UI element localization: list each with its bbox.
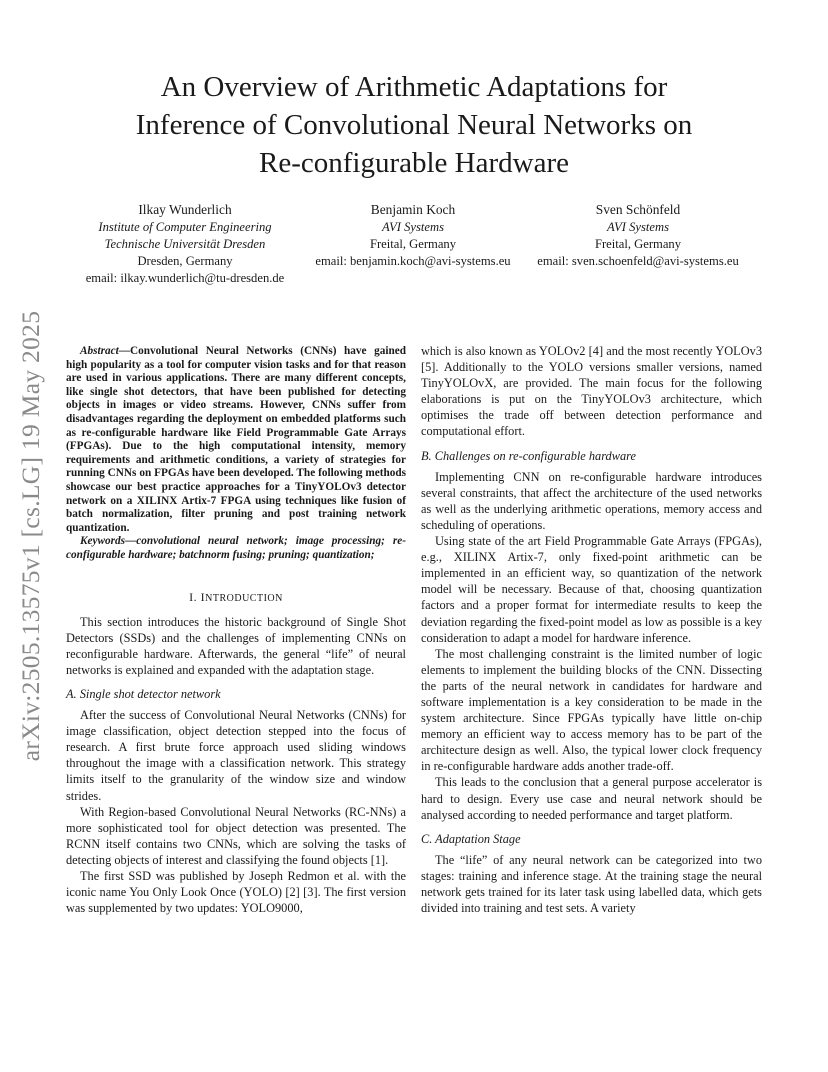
paragraph: Using state of the art Field Programmable Gate Arrays (FPGAs), e.g., XILINX Artix-7, only fixed-point arithmetic can be implemented in an efficient way, so quantization of the network model will be necessary. Because of that, choosing quantization factors and a proper format for intermediate results to keep the deviation regarding the fixed-point model as low as possible is a key consideration to adapt a model for hardware inference. (421, 534, 762, 645)
author-name: Ilkay Wunderlich (138, 202, 232, 217)
abstract-text: —Convolutional Neural Networks (CNNs) have gained high popularity as a tool for computer vision tasks and for that reason are used in various applications. There are many different concepts, like single shot detectors, that have been published for detecting objects in images or video streams. However, CNNs suffer from disadvantages regarding the deployment on embedded platforms such as re-configurable hardware like Field Programmable Gate Arrays (FPGAs). Due to the high computational intensity, memory requirements and arithmetic conditions, a variety of strategies for running CNNs on FPGAs have been developed. The following methods showcase our best practice approaches for a TinyYOLOv3 detector network on a XILINX Artix-7 FPGA using techniques like fusion of batch normalization, filter pruning and post training network quantization. (66, 345, 406, 534)
paragraph: This section introduces the historic background of Single Shot Detectors (SSDs) and the challenges of implementing CNNs on reconfigurable hardware. Afterwards, the general “life” of neural networks is explained and expanded with the adaptation stage. (66, 614, 406, 677)
section-heading-introduction: I. INTRODUCTION (189, 589, 283, 604)
paragraph: Implementing CNN on re-configurable hardware introduces several constraints, that affect the architecture of the used networks as well as the underlying arithmetic operations, memory access and scheduling of operations. (421, 469, 762, 532)
paragraph: After the success of Convolutional Neural Networks (CNNs) for image classification, object detection stepped into the focus of research. A first brute force approach used sliding windows throughout the image with a classification network. This strategy limits itself to the granularity of the window size and window strides. (66, 708, 406, 803)
author-affiliation: AVI Systems (607, 220, 669, 234)
author-block-3 (520, 201, 756, 270)
paragraph: The “life” of any neural network can be categorized into two stages: training and inference stage. At the training stage the neural network gets trained for its later task using labelled data, which gets divided into training and test sets. A variety (421, 852, 762, 916)
paragraph: The most challenging constraint is the limited number of logic elements to implement the building blocks of the CNN. Dissecting the parts of the neural network in candidates for hardware and software implementation is a key consideration to be made in the system architecture. Since FPGAs typically have little on-chip memory an efficient way to access memory has to be part of the architecture design as well. Also, the typical lower clock frequency in re-configurable hardware adds another trade-off. (421, 646, 762, 774)
author-block-2 (298, 201, 528, 270)
author-block-1 (60, 201, 310, 287)
keywords-text: —convolutional neural network; image processing; re-configurable hardware; batchnorm fusing; pruning; quantization; (66, 535, 406, 561)
keywords-label: Keywords (80, 535, 125, 548)
abstract-label: Abstract (80, 345, 119, 357)
subsection-heading-a: A. Single shot detector network (66, 686, 221, 701)
arxiv-watermark (11, 296, 51, 776)
paper-title (80, 68, 748, 182)
right-column (421, 343, 762, 916)
author-location: Freital, Germany (594, 237, 682, 251)
keywords (66, 535, 406, 562)
left-column (66, 345, 406, 916)
subsection-heading-b: B. Challenges on re-configurable hardware (421, 448, 636, 463)
author-email: email: ilkay.wunderlich@tu-dresden.de (85, 271, 285, 285)
author-affiliation: Technische Universität Dresden (104, 237, 266, 251)
paragraph: which is also known as YOLOv2 [4] and the most recently YOLOv3 [5]. Additionally to the YOLO versions smaller versions, named TinyYOLOvX, are provided. The main focus for the following elaborations is put on the TinyYOLOv3 architecture, which optimises the trade off between detection performance and computational effort. (421, 344, 762, 439)
author-location: Dresden, Germany (137, 254, 233, 268)
paragraph: This leads to the conclusion that a general purpose accelerator is hard to design. Every use case and neural network should be analysed according to needed performance and target platform. (421, 775, 762, 822)
abstract (66, 345, 406, 535)
author-location: Freital, Germany (369, 237, 457, 251)
arxiv-id: arXiv:2505.13575v1 [cs.LG] 19 May 2025 (16, 310, 45, 762)
author-affiliation: Institute of Computer Engineering (98, 220, 272, 234)
subsection-heading-c: C. Adaptation Stage (421, 831, 521, 846)
title-line-1: An Overview of Arithmetic Adaptations for (160, 71, 668, 103)
author-name: Sven Schönfeld (595, 202, 681, 217)
author-name: Benjamin Koch (370, 202, 456, 217)
author-email: email: sven.schoenfeld@avi-systems.eu (537, 254, 739, 268)
author-email: email: benjamin.koch@avi-systems.eu (315, 254, 511, 268)
paragraph: The first SSD was published by Joseph Redmon et al. with the iconic name You Only Look Once (YOLO) [2] [3]. The first version was supplemented by two updates: YOLO9000, (66, 869, 406, 916)
title-line-2: Inference of Convolutional Neural Networks on (135, 109, 693, 141)
author-affiliation: AVI Systems (382, 220, 444, 234)
paragraph: With Region-based Convolutional Neural Networks (RC-NNs) a more sophisticated tool for object detection was presented. The RCNN itself contains two CNNs, which are solving the tasks of detecting objects of interest and classifying the found objects [1]. (66, 804, 406, 867)
title-line-3: Re-configurable Hardware (259, 147, 569, 179)
